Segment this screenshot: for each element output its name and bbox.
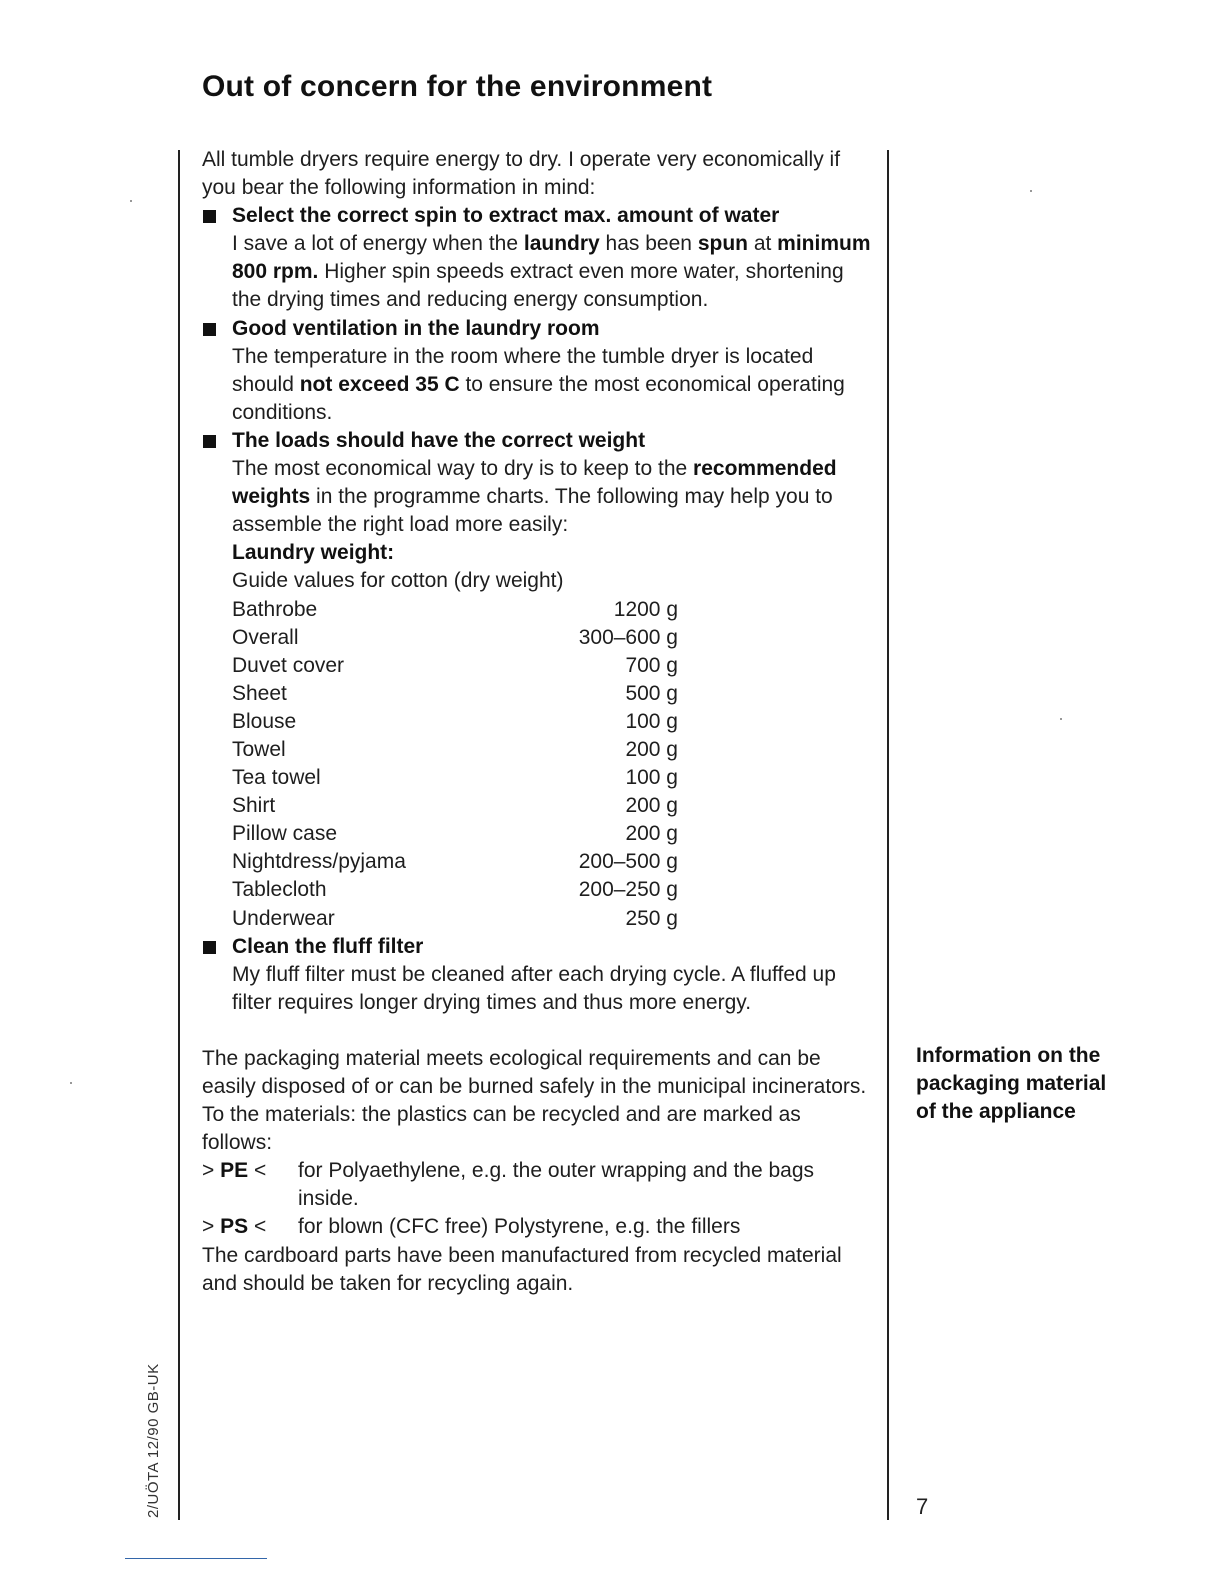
table-row: [232, 652, 678, 680]
table-row: [232, 820, 678, 848]
table-row: [232, 876, 678, 904]
tip-body: I save a lot of energy when the laundry has been spun at minimum 800 rpm. Higher spin speeds extract even more water, shortening the drying times and reducing energy consumption.: [232, 232, 871, 312]
footer-line: [125, 1558, 267, 1559]
item-name: Blouse: [232, 709, 297, 733]
item-name: Tea towel: [232, 766, 321, 790]
tip-body: The temperature in the room where the tumble dryer is located should not exceed 35 C to ensure the most economical operating conditions.: [232, 344, 845, 424]
left-margin-rule: [178, 150, 180, 1520]
item-weight: 300–600 g: [578, 625, 678, 649]
item-name: Bathrobe: [232, 597, 318, 621]
tip-heading: Select the correct spin to extract max. amount of water: [232, 204, 780, 228]
scan-speck: [1030, 190, 1032, 192]
packaging-paragraph: To the materials: the plastics can be recycled and are marked as follows:: [202, 1103, 801, 1155]
packaging-paragraph: The cardboard parts have been manufactured from recycled material and should be taken for recycling again.: [202, 1243, 842, 1295]
weights-subheading: Guide values for cotton (dry weight): [232, 569, 564, 593]
laundry-weight-table: [232, 596, 678, 933]
tip-fluff-filter: [202, 933, 874, 1017]
table-row: [232, 905, 678, 933]
tip-ventilation: [202, 315, 874, 427]
scan-speck: [70, 1082, 72, 1084]
table-row: [232, 764, 678, 792]
document-code: 2/UÖTA 12/90 GB-UK: [145, 1363, 162, 1518]
item-weight: 200 g: [625, 794, 678, 818]
item-weight: 200–500 g: [578, 850, 678, 874]
bullet-square-icon: [203, 941, 216, 954]
tip-body: The most economical way to dry is to keep to the recommended weights in the programme charts. The following may help you to assemble the right load more easily:: [232, 457, 837, 537]
table-row: [232, 680, 678, 708]
plastic-description: for Polyaethylene, e.g. the outer wrapping and the bags inside.: [298, 1159, 815, 1211]
table-row: [232, 624, 678, 652]
page-number: 7: [916, 1494, 929, 1519]
table-row: [232, 792, 678, 820]
bullet-square-icon: [203, 323, 216, 336]
table-row: [232, 596, 678, 624]
item-name: Shirt: [232, 794, 276, 818]
right-margin-rule: [887, 150, 889, 1520]
plastic-code: PS: [220, 1215, 249, 1239]
bullet-square-icon: [203, 210, 216, 223]
plastic-mark-ps: > PS < for blown (CFC free) Polystyrene, e.g. the fillers: [202, 1213, 874, 1241]
tip-load-weight: [202, 427, 874, 933]
item-name: Pillow case: [232, 822, 338, 846]
side-heading: Information on the packaging material of the appliance: [916, 1044, 1107, 1124]
item-name: Tablecloth: [232, 878, 327, 902]
bullet-square-icon: [203, 435, 216, 448]
item-name: Sheet: [232, 681, 287, 705]
item-weight: 100 g: [625, 766, 678, 790]
tip-heading: Good ventilation in the laundry room: [232, 316, 600, 340]
item-weight: 500 g: [625, 681, 678, 705]
packaging-paragraph: The packaging material meets ecological requirements and can be easily disposed of or can be burned safely in the municipal incinerators.: [202, 1046, 867, 1098]
item-weight: 250 g: [625, 906, 678, 930]
item-weight: 100 g: [625, 709, 678, 733]
scan-speck: [130, 200, 132, 202]
tip-spin: [202, 202, 874, 314]
tip-heading: The loads should have the correct weight: [232, 428, 646, 452]
item-weight: 200 g: [625, 822, 678, 846]
item-weight: 200–250 g: [578, 878, 678, 902]
table-row: [232, 736, 678, 764]
tip-heading: Clean the fluff filter: [232, 934, 424, 958]
table-row: [232, 848, 678, 876]
tip-body: My fluff filter must be cleaned after each drying cycle. A fluffed up filter requires longer drying times and thus more energy.: [232, 962, 836, 1014]
plastic-code: PE: [220, 1159, 249, 1183]
weights-heading: Laundry weight:: [232, 541, 395, 565]
main-text-column: [202, 146, 874, 1298]
item-name: Overall: [232, 625, 299, 649]
packaging-section: [202, 1045, 874, 1298]
item-weight: 700 g: [625, 653, 678, 677]
plastic-description: for blown (CFC free) Polystyrene, e.g. the fillers: [298, 1215, 741, 1239]
plastic-mark-pe: > PE < for Polyaethylene, e.g. the outer wrapping and the bags inside.: [202, 1157, 874, 1213]
item-name: Underwear: [232, 906, 335, 930]
page-title: Out of concern for the environment: [202, 70, 713, 103]
item-name: Nightdress/pyjama: [232, 850, 406, 874]
intro-paragraph: All tumble dryers require energy to dry. I operate very economically if you bear the following information in mind:: [202, 148, 841, 200]
item-name: Duvet cover: [232, 653, 345, 677]
item-weight: 1200 g: [613, 597, 678, 621]
scan-speck: [1060, 718, 1062, 720]
item-weight: 200 g: [625, 737, 678, 761]
item-name: Towel: [232, 737, 286, 761]
table-row: [232, 708, 678, 736]
